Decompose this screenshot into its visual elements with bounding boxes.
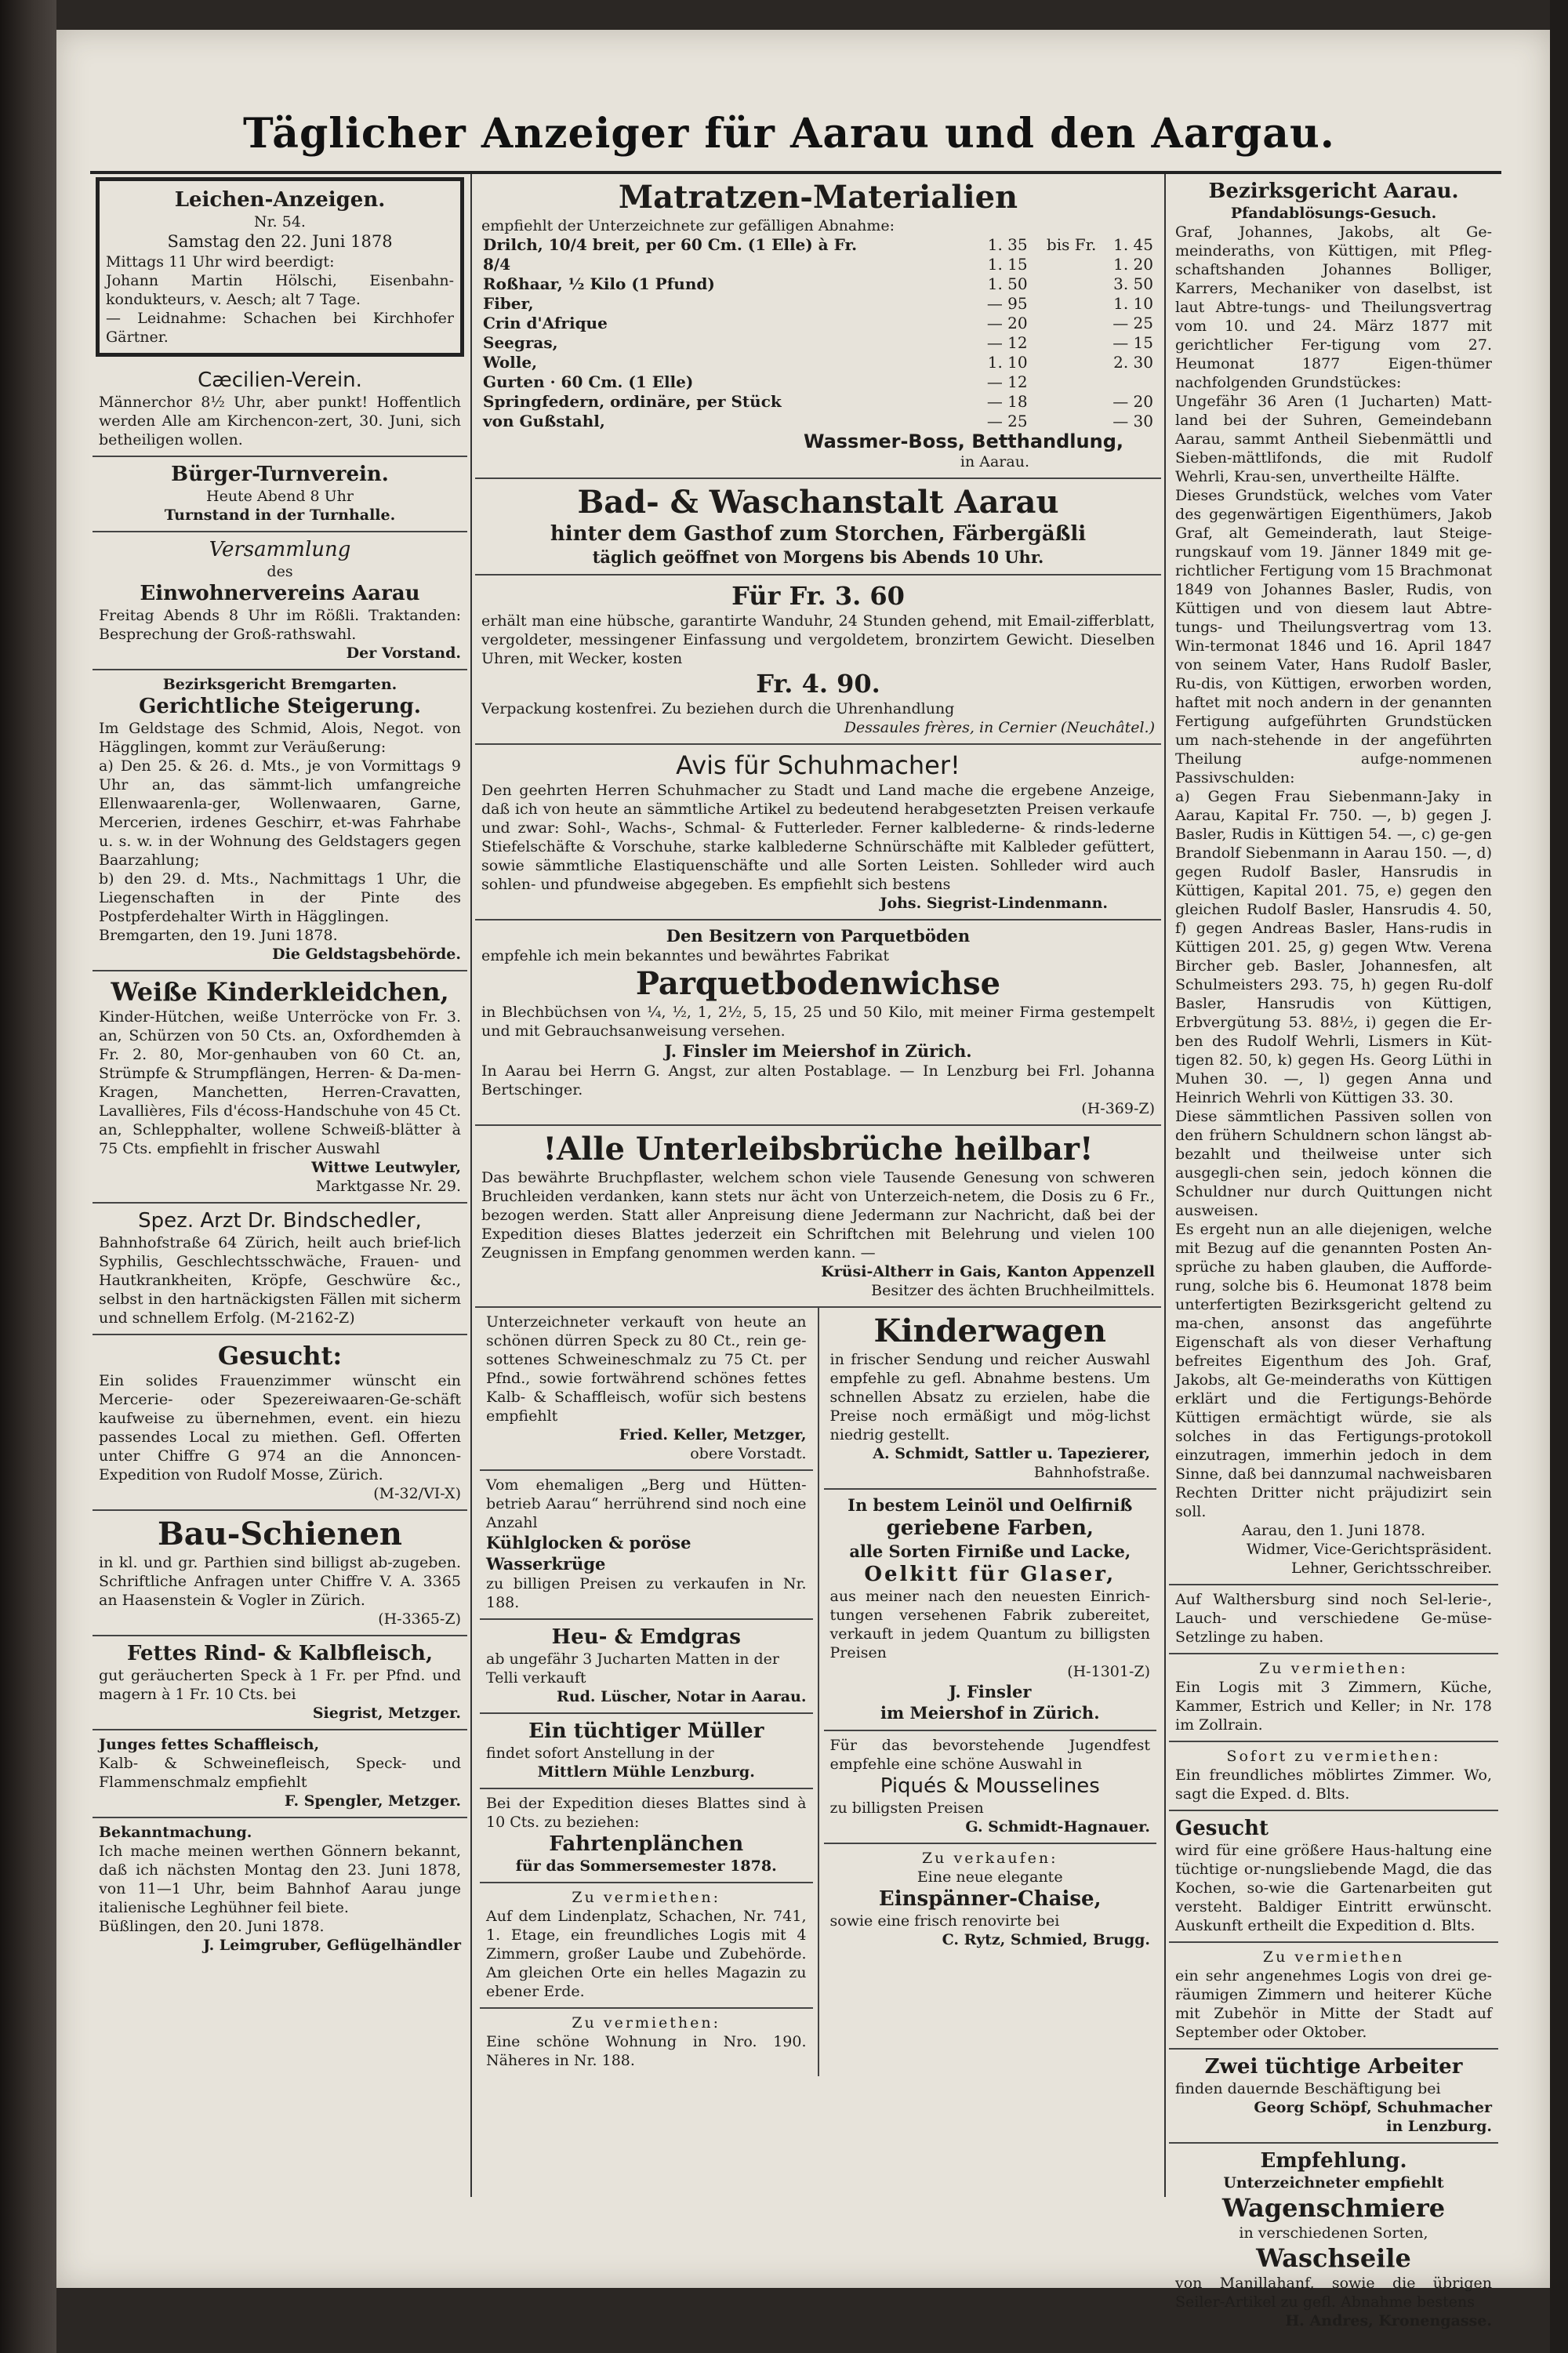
- death-notice-body: Johann Martin Hölschi, Eisenbahn-kondukteurs, v. Aesch; alt 7 Tage.: [106, 272, 454, 308]
- price-cell: Drilch, 10/4 breit, per 60 Cm. (1 Elle) à Fr.: [483, 235, 858, 254]
- ad-title: Cæcilien-Verein.: [198, 369, 362, 392]
- price-cell: [1029, 372, 1098, 392]
- price-cell: — 20: [986, 314, 1028, 332]
- ad-title: Fettes Rind- & Kalbfleisch,: [126, 1642, 433, 1665]
- ad-body: Dieses Grundstück, welches vom Vater des gegenwärtigen Eigenthümers, Jakob Graf, alt Gemeinderath, laut Steige-rungskauf vom 19. Jänner 1849 mit ge-richtlicher Fertigung vom 15 Brachmonat 1849 von Johannes Basler, Rudis, von Küttigen und von diesem laut Abtre-tungs- und Theilungsvertrag vom 13. Win-termonat 1846 und 16. April 1847 von seinem Vater, Hans Rudolf Basler, Ru-dis, von Küttigen, erworben worden, haftet mit noch andern in der genannten Fertigung aufgeführten Grundstücken um nach-stehende in der angeführten Theilung aufge-nommenen Passivschulden:: [1175, 487, 1492, 786]
- ad-title: Kinderwagen: [873, 1313, 1106, 1349]
- ad-signature: Lehner, Gerichtsschreiber.: [1291, 1560, 1492, 1577]
- ad-body: in kl. und gr. Parthien sind billigst ab-zugeben. Schriftliche Anfragen unter Chiffre V. A. 3365 an Haasenstein & Vogler in Zürich.: [99, 1554, 461, 1609]
- ad-title: Junges fettes Schaffleisch,: [99, 1736, 320, 1753]
- price-cell: — 25: [1112, 314, 1153, 332]
- price-cell: — 12: [986, 333, 1028, 352]
- price-cell: [1029, 294, 1098, 314]
- ad-versammlung: [93, 532, 467, 670]
- ad-body: von Manillahanf, sowie die übrigen Seiler-Artikel zu gefl. Abnahme bestens: [1175, 2275, 1492, 2311]
- ad-signature: J. Finsler: [949, 1682, 1032, 1701]
- price-cell: Springfedern, ordinäre, per Stück: [483, 392, 782, 411]
- ad-body: erhält man eine hübsche, garantirte Wanduhr, 24 Stunden gehend, mit Email-zifferblatt, vergoldeter, messingener Einfassung und vergoldetem, bronzirtem Gewicht. Dieselben Uhren, mit Wecker, kosten: [481, 612, 1155, 667]
- ad-date: Aarau, den 1. Juni 1878.: [1241, 1522, 1426, 1539]
- column-middle: [475, 174, 1161, 2197]
- ad-body: gut geräucherten Speck à 1 Fr. per Pfnd. und magern à 1 Fr. 10 Cts. bei: [99, 1667, 461, 1703]
- ad-title: Weiße Kinderkleidchen,: [111, 977, 449, 1007]
- ad-body: Verpackung kostenfrei. Zu beziehen durch die Uhrenhandlung: [481, 700, 955, 717]
- ad-code: (H-1301-Z): [1067, 1663, 1150, 1680]
- masthead-title: Täglicher Anzeiger für Aarau und den Aargau.: [243, 110, 1335, 158]
- ad-schaffleisch: [93, 1730, 467, 1818]
- ad-code: (H-369-Z): [1081, 1100, 1155, 1117]
- ad-wagenschmiere: [1169, 2144, 1498, 2337]
- price-row: [481, 255, 1155, 274]
- ad-farben: [824, 1490, 1157, 1731]
- ad-signature: Krüsi-Altherr in Gais, Kanton Appenzell: [821, 1263, 1155, 1280]
- ad-body: Eine schöne Wohnung in Nro. 190. Näheres in Nr. 188.: [486, 2033, 807, 2069]
- ad-signature: A. Schmidt, Sattler u. Tapezierer,: [873, 1445, 1150, 1462]
- price-cell: 1. 10: [987, 353, 1028, 372]
- price-row: [481, 235, 1155, 255]
- ad-title: Empfehlung.: [1260, 2149, 1407, 2173]
- price-cell: 1. 45: [1113, 235, 1153, 254]
- ad-body: findet sofort Anstellung in der: [486, 1745, 714, 1762]
- ad-body: In Aarau bei Herrn G. Angst, zur alten Postablage. — In Lenzburg bei Frl. Johanna Bertschinger.: [481, 1062, 1155, 1098]
- ad-speck: [480, 1308, 813, 1471]
- ad-body: Im Geldstage des Schmid, Alois, Negot. von Hägglingen, kommt zur Veräußerung:: [99, 720, 461, 756]
- price-cell: Seegras,: [483, 333, 558, 352]
- ad-piques: [824, 1731, 1157, 1844]
- death-notice-number: Nr. 54.: [254, 213, 306, 231]
- ad-chaise: [824, 1844, 1157, 1955]
- price-cell: 1. 35: [987, 235, 1028, 254]
- ad-vermiethen-stadt: [1169, 1943, 1498, 2050]
- ad-title: Bürger-Turnverein.: [171, 463, 389, 486]
- price-row: [481, 314, 1155, 333]
- death-notice-title: Leichen-Anzeigen.: [174, 188, 386, 212]
- ad-body: Auf Walthersburg sind noch Sel-lerie-, Lauch- und verschiedene Ge-müse-Setzlinge zu haben.: [1175, 1591, 1492, 1646]
- ad-fahrplan: [480, 1789, 813, 1883]
- ad-body: Ein Logis mit 3 Zimmern, Küche, Kammer, Estrich und Keller; in Nr. 178 im Zollrain.: [1175, 1679, 1492, 1734]
- ad-title: Sofort zu vermiethen:: [1226, 1748, 1441, 1765]
- ad-body: zu billigen Preisen zu verkaufen in Nr. 188.: [486, 1575, 807, 1611]
- price-cell: 1. 20: [1113, 255, 1153, 274]
- price-row: [481, 353, 1155, 372]
- ad-vermiethen-lindenplatz: [480, 1883, 813, 2009]
- ad-body: in frischer Sendung und reicher Auswahl empfehle zu gefl. Abnahme bestens. Um schnellen Absatz zu erzielen, habe die Preise noch ermäßigt und mög-lichst niedrig gestellt.: [829, 1351, 1150, 1443]
- ad-body: in Blechbüchsen von ¼, ½, 1, 2½, 5, 15, 25 und 50 Kilo, mit meiner Firma gestempelt und mit Gebrauchsanweisung versehen.: [481, 1004, 1155, 1040]
- ad-body: Freitag Abends 8 Uhr im Rößli. Traktanden: Besprechung der Groß-rathswahl.: [99, 607, 461, 643]
- ad-body: b) den 29. d. Mts., Nachmittags 1 Uhr, die Liegenschaften in der Pinte des Postpferdehalter Wirth in Hägglingen.: [99, 870, 461, 925]
- ad-signature: Georg Schöpf, Schuhmacher: [1254, 2099, 1492, 2116]
- ad-signature: Die Geldstagsbehörde.: [272, 946, 461, 963]
- ad-bezirksgericht-aarau: [1169, 174, 1498, 1585]
- ad-signature: J. Finsler im Meiershof in Zürich.: [664, 1041, 972, 1061]
- ad-title: Zu vermiethen: [1262, 1948, 1405, 1966]
- ad-setzlinge: [1169, 1585, 1498, 1654]
- ad-title: Zu vermiethen:: [1259, 1660, 1408, 1677]
- price-cell: Gurten · 60 Cm. (1 Elle): [483, 372, 694, 391]
- subcolumn-right: [818, 1308, 1162, 2076]
- ad-body: Es ergeht nun an alle diejenigen, welche mit Bezug auf die genannten Posten An-sprüche zu haben glauben, die Aufforde-rung, solche bis 6. Heumonat 1878 beim unterfertigten Bezirksgericht geltend zu ma-chen, ansonst das angeführte Eigenschaft als von dieser Verhaftung befreites Eigenthum des Joh. Graf, Jakobs, alt Ge-meinderaths von Küttigen erklärt und die Fertigungs-Behörde Küttigen ermächtigt würde, sie als solches in das Fertigungs-protokoll einzutragen, immerhin jedoch in dem Sinne, daß bei dannzumal nachweisbaren Rechten Dritter nicht präjudizirt sein soll.: [1175, 1221, 1492, 1520]
- price-row: [481, 392, 1155, 412]
- ad-title: geriebene Farben,: [886, 1516, 1094, 1540]
- ad-body: Kalb- & Schweinefleisch, Speck- und Flammenschmalz empfiehlt: [99, 1755, 461, 1791]
- column-left: [93, 174, 467, 2197]
- price-cell: 3. 50: [1113, 274, 1153, 293]
- ad-body: Für das bevorstehende Jugendfest empfehle eine schöne Auswahl in: [829, 1737, 1150, 1773]
- ad-title: Zu vermiethen:: [572, 2014, 721, 2032]
- ad-body: a) Den 25. & 26. d. Mts., je von Vormittags 9 Uhr an, das sämmt-lich umfangreiche Ellenwaarenla-ger, Wollenwaaren, Garne, Mercerien, irdenes Geschirr, et-was Fahrhabe u. s. w. in der Wohnung des Geldstagers gegen Baarzahlung;: [99, 757, 461, 869]
- price-row: [481, 294, 1155, 314]
- ad-body: zu billigsten Preisen: [829, 1799, 984, 1817]
- ad-signature: Dessaules frères, in Cernier (Neuchâtel.): [844, 719, 1155, 736]
- ad-title: Einspänner-Chaise,: [878, 1887, 1102, 1911]
- ad-title: Gesucht: [1175, 1817, 1269, 1840]
- ad-gesucht: [93, 1335, 467, 1511]
- ad-title: Kühlglocken & poröse Wasserkrüge: [486, 1533, 691, 1574]
- ad-body: des: [267, 563, 293, 580]
- ad-matratzen: [475, 174, 1161, 479]
- ad-body: Unterzeichneter empfiehlt: [1223, 2174, 1444, 2191]
- ad-body: Graf, Johannes, Jakobs, alt Ge-meinderaths, von Küttigen, mit Pfleg-schaftshanden Johannes Bolliger, Karrers, Mechaniker von daselbst, ist laut Abtre-tungs- und Theilungsvertrag vom 10. und 24. März 1877 mit gerichtlicher Fer-tigung vom 27. Heumonat 1877 Eigen-thümer nachfolgenden Grundstückes:: [1175, 223, 1492, 391]
- price-cell: 1. 10: [1113, 294, 1153, 313]
- price-cell: von Gußstahl,: [483, 412, 605, 430]
- ad-subtitle: Den Besitzern von Parquetböden: [666, 926, 971, 946]
- death-notice-time: Mittags 11 Uhr wird beerdigt:: [106, 253, 335, 271]
- ad-body: sowie eine frisch renovirte bei: [829, 1912, 1060, 1930]
- ad-body: wird für eine größere Haus-haltung eine tüchtige or-nungsliebende Magd, die das Kochen, so-wie die Gartenarbeiten gut versteht. Baldiger Eintritt erwünscht. Auskunft ertheilt die Expedition d. Blts.: [1175, 1842, 1492, 1934]
- ad-signature: Wittwe Leutwyler,: [311, 1159, 461, 1176]
- ad-body: Turnstand in der Turnhalle.: [164, 507, 396, 524]
- ad-title: Parquetbodenwichse: [635, 965, 1001, 1002]
- ad-body: Auf dem Lindenplatz, Schachen, Nr. 741, 1. Etage, ein freundliches Logis mit 4 Zimmern, großer Laube und Zubehörde. Am gleichen Orte ein helles Magazin zu ebener Erde.: [486, 1908, 807, 2000]
- price-row: [481, 333, 1155, 353]
- ad-body: finden dauernde Beschäftigung bei: [1175, 2080, 1441, 2097]
- ad-address: obere Vorstadt.: [690, 1445, 807, 1462]
- price-cell: — 15: [1112, 333, 1153, 352]
- ad-subtitle: für das Sommersemester 1878.: [515, 1857, 777, 1875]
- ad-body: aus meiner nach den neuesten Einrich-tungen versehenen Fabrik zubereitet, verkauft in jedem Quantum zu billigsten Preisen: [829, 1588, 1150, 1661]
- ad-kinderkleidchen: [93, 971, 467, 1204]
- column-right: [1169, 174, 1498, 2329]
- death-notice-sub: — Leidnahme: Schachen bei Kirchhofer Gärtner.: [106, 310, 454, 346]
- ad-title: Bad- & Waschanstalt Aarau: [577, 484, 1059, 521]
- price-cell: [1029, 353, 1098, 372]
- ad-signature: Rud. Lüscher, Notar in Aarau.: [556, 1688, 807, 1705]
- ad-subtitle: hinter dem Gasthof zum Storchen, Färbergäßli: [550, 522, 1087, 546]
- ad-title: Waschseile: [1256, 2243, 1411, 2273]
- price-cell: — 30: [1112, 412, 1153, 430]
- price-cell: — 12: [986, 372, 1028, 391]
- ad-title: Heu- & Emdgras: [551, 1625, 741, 1649]
- subcolumn-left: [475, 1308, 818, 2076]
- ad-fleisch: [93, 1636, 467, 1730]
- ad-title: Fahrtenplänchen: [549, 1832, 744, 1856]
- ad-court: Bezirksgericht Bremgarten.: [162, 676, 397, 693]
- ad-title: Piqués & Mousselines: [880, 1774, 1100, 1798]
- ad-signature: Wassmer-Boss, Betthandlung,: [803, 430, 1123, 452]
- ad-title: Bekanntmachung.: [99, 1824, 252, 1841]
- ad-bad: [475, 479, 1161, 576]
- ad-body: Ein freundliches möblirtes Zimmer. Wo, sagt die Exped. d. Blts.: [1175, 1767, 1492, 1803]
- ad-address: in Aarau.: [960, 453, 1029, 470]
- ad-subtitle: alle Sorten Firniße und Lacke,: [849, 1541, 1131, 1561]
- ad-body: Das bewährte Bruchpflaster, welchem schon viele Tausende Genesung von schweren Bruchleiden verdanken, kann stets nur ächt von Unterzeich-netem, die Dosis zu 6 Fr., bezogen werden. Statt aller Anpreisung diene Jedermann zur Nachricht, daß bei der Expedition dieses Blattes jederzeit ein Schriftchen mit Belehrung und vielen 100 Zeugnissen in Empfang genommen werden kann. —: [481, 1169, 1155, 1262]
- ad-parquet: [475, 921, 1161, 1126]
- ad-body: Vom ehemaligen „Berg und Hütten-betrieb Aarau“ herrührend sind noch eine Anzahl: [486, 1476, 807, 1531]
- ad-signature: Der Vorstand.: [346, 645, 461, 662]
- ad-body: empfehle ich mein bekanntes und bewährtes Fabrikat: [481, 947, 889, 964]
- ad-kinderwagen: [824, 1308, 1157, 1490]
- ad-signature: Mittlern Mühle Lenzburg.: [537, 1763, 755, 1781]
- ad-signature: Fried. Keller, Metzger,: [619, 1426, 807, 1443]
- price-cell: — 18: [986, 392, 1028, 411]
- price-cell: [1029, 274, 1098, 294]
- ad-vermiethen-logis: [1169, 1654, 1498, 1742]
- price-row: [481, 372, 1155, 392]
- ad-title: Versammlung: [209, 538, 351, 561]
- ad-signature: Johs. Siegrist-Lindenmann.: [880, 895, 1108, 912]
- ad-gesucht-magd: [1169, 1811, 1498, 1943]
- ad-body: a) Gegen Frau Siebenmann-Jaky in Aarau, Kapital Fr. 750. —, b) gegen J. Basler, Rudis in Küttigen 54. —, c) ge-gen Brandolf Siebenmann in Aarau 150. —, d) gegen Rudolf Basler, Hansrudis in Küttigen, Kapital 201. 75, e) gegen den gleichen Rudolf Basler, Hansrudis 4. 50, f) gegen Andreas Basler, Hans-rudis in Küttigen 201. 25, g) gegen Wtw. Verena Bircher geb. Basler, Johannesfen, alt Schulmeisters 293. 75, h) gegen Ru-dolf Basler, Hansrudis von Küttigen, Erbvergütung 53. 88½, i) gegen die Er-ben des Rudolf Wehrli, Lismers in Küt-tigen 82. 50, k) gegen Hs. Georg Lüthi in Muhen 30. —, l) gegen Anna und Heinrich Wehrli von Küttigen 33. 30.: [1175, 788, 1492, 1106]
- ad-body: ein sehr angenehmes Logis von drei ge-räumigen Zimmern und heiterer Küche mit Zubehör in Mitte der Stadt auf September oder Oktober.: [1175, 1967, 1492, 2041]
- ad-body: Heute Abend 8 Uhr: [206, 488, 354, 505]
- ad-body: Eine neue elegante: [916, 1868, 1063, 1886]
- ad-date: Büßlingen, den 20. Juni 1878.: [99, 1918, 325, 1935]
- price-cell: [1098, 372, 1155, 392]
- price-cell: [1029, 314, 1098, 333]
- ad-address: Marktgasse Nr. 29.: [315, 1178, 461, 1195]
- price-cell: Fiber,: [483, 294, 534, 313]
- ad-body: Männerchor 8½ Uhr, aber punkt! Hoffentlich werden Alle am Kirchencon-zert, 30. Juni, sich betheiligen wollen.: [99, 394, 461, 448]
- ad-body: Bei der Expedition dieses Blattes sind à 10 Cts. zu beziehen:: [486, 1795, 807, 1831]
- price-cell: — 20: [1112, 392, 1153, 411]
- ad-body: Ungefähr 36 Aren (1 Jucharten) Matt-land bei der Suhren, Gemeindebann Aarau, sammt Antheil Siebenmättli und Sieben-mättlifonds, die mit Rudolf Wehrli, Krau-sen, unvertheilte Hälfte.: [1175, 393, 1492, 485]
- ad-price: Für Fr. 3. 60: [731, 581, 905, 611]
- ad-title: Gerichtliche Steigerung.: [139, 695, 421, 718]
- ad-title: Spez. Arzt Dr. Bindschedler,: [138, 1209, 422, 1233]
- ad-turnverein: [93, 457, 467, 532]
- ad-title: In bestem Leinöl und Oelfirniß: [848, 1495, 1133, 1515]
- price-cell: 2. 30: [1113, 353, 1153, 372]
- death-notice: [96, 177, 464, 357]
- price-cell: 8/4: [483, 255, 511, 274]
- price-cell: Wolle,: [483, 353, 538, 372]
- ad-body: Den geehrten Herren Schuhmacher zu Stadt und Land mache die ergebene Anzeige, daß ich von heute an sämmtliche Artikel zu bedeutend herabgesetzten Preisen verkaufe und zwar: Sohl-, Wachs-, Schmal- & Futterleder. Ferner kalblederne- & rinds-lederne Stiefelschäfte & Vorschuhe, starke kalblederne Schnürschäfte mit Kalbleder gefüttert, sowie sämmtliche Elastiquenschäfte und alle Sorten Leisten. Sohlleder wird auch sohlen- und pfundweise abgegeben. Es empfiehlt sich bestens: [481, 782, 1155, 893]
- price-row: [481, 412, 1155, 431]
- ad-code: (H-3365-Z): [378, 1610, 461, 1628]
- ad-body: empfiehlt der Unterzeichnete zur gefälligen Abnahme:: [481, 217, 895, 234]
- ad-kuehlglocken: [480, 1471, 813, 1620]
- ad-signature: G. Schmidt-Hagnauer.: [965, 1818, 1150, 1836]
- price-cell: Crin d'Afrique: [483, 314, 608, 332]
- ad-signature: Widmer, Vice-Gerichtspräsident.: [1246, 1541, 1492, 1558]
- ad-title: Matratzen-Materialien: [618, 179, 1018, 216]
- ad-steigerung: [93, 670, 467, 971]
- ad-address: Bahnhofstraße.: [1033, 1464, 1150, 1481]
- price-table: [481, 235, 1155, 431]
- ad-bauschienen: [93, 1511, 467, 1636]
- price-cell: 1. 50: [987, 274, 1028, 293]
- ad-title: Bau-Schienen: [158, 1516, 402, 1552]
- ad-mueller: [480, 1714, 813, 1789]
- ad-title: Zwei tüchtige Arbeiter: [1204, 2055, 1463, 2079]
- page-edge-shadow: [1550, 0, 1568, 2353]
- price-cell: [1029, 412, 1098, 431]
- ad-title: Oelkitt für Glaser,: [864, 1563, 1116, 1586]
- ad-subtitle: Einwohnervereins Aarau: [140, 582, 420, 605]
- ad-code: (M-32/VI-X): [373, 1485, 461, 1502]
- ad-address: in Lenzburg.: [1386, 2118, 1492, 2135]
- price-cell: [1029, 333, 1098, 353]
- ad-title: Bezirksgericht Aarau.: [1208, 180, 1459, 203]
- ad-wanduhr: [475, 576, 1161, 745]
- ad-signature: Siegrist, Metzger.: [312, 1705, 461, 1722]
- ad-vermiethen-zimmer: [1169, 1742, 1498, 1811]
- ad-title: Zu vermiethen:: [572, 1889, 721, 1906]
- ad-signature: Besitzer des ächten Bruchheilmittels.: [871, 1282, 1155, 1299]
- ad-schuhmacher: [475, 745, 1161, 921]
- book-spine: [0, 0, 56, 2353]
- ad-title: !Alle Unterleibsbrüche heilbar!: [543, 1131, 1094, 1167]
- ad-vermiethen-wohnung: [480, 2009, 813, 2076]
- ad-arzt: [93, 1204, 467, 1335]
- ad-title: Wagenschmiere: [1221, 2193, 1446, 2223]
- ad-subtitle: Pfandablösungs-Gesuch.: [1230, 205, 1437, 222]
- ad-body: Ich mache meinen werthen Gönnern bekannt, daß ich nächsten Montag den 23. Juni 1878, von 11—1 Uhr, beim Bahnhof Aarau junge italienische Leghühner feil biete.: [99, 1843, 461, 1916]
- ad-arbeiter: [1169, 2050, 1498, 2144]
- price-cell: — 25: [986, 412, 1028, 430]
- price-cell: [1029, 255, 1098, 274]
- ad-title: Avis für Schuhmacher!: [676, 750, 960, 780]
- ad-signature: im Meiershof in Zürich.: [880, 1703, 1100, 1723]
- price-cell: [1029, 392, 1098, 412]
- ad-signature: C. Rytz, Schmied, Brugg.: [942, 1931, 1150, 1948]
- middle-subcolumns: [475, 1308, 1161, 2076]
- ad-title: Zu verkaufen:: [921, 1850, 1058, 1867]
- ad-signature: H. Andres, Kronengasse.: [1285, 2312, 1492, 2329]
- price-cell: bis Fr.: [1046, 235, 1097, 254]
- ad-heu: [480, 1620, 813, 1714]
- ad-bruch: [475, 1126, 1161, 1308]
- ad-body: Unterzeichneter verkauft von heute an schönen dürren Speck zu 80 Ct., rein ge-sottenes Schweineschmalz zu 75 Ct. per Pfnd., sowie fortwährend schönes fettes Kalb- & Schaffleisch, wofür sich bestens empfiehlt: [486, 1313, 807, 1425]
- ad-body: in verschiedenen Sorten,: [1239, 2224, 1428, 2242]
- ad-body: ab ungefähr 3 Jucharten Matten in der Telli verkauft: [486, 1650, 779, 1687]
- ad-caecilien: [93, 363, 467, 457]
- ad-body: Kinder-Hütchen, weiße Unterröcke von Fr. 3. an, Schürzen von 50 Cts. an, Oxfordhemden à Fr. 2. 80, Mor-genhauben von 60 Ct. an, Strümpfe & Strumpflängen, Herren- & Da-men-Kragen, Manchetten, Herren-Cravatten, Lavallières, Fils d'écoss-Handschuhe von 45 Ct. an, Schlepphalter, wollene Schweiß-blätter à 75 Cts. empfiehlt in frischer Auswahl: [99, 1008, 461, 1157]
- column-divider: [470, 174, 472, 2197]
- price-cell: Roßhaar, ½ Kilo (1 Pfund): [483, 274, 715, 293]
- price-row: [481, 274, 1155, 294]
- ad-body: Diese sämmtlichen Passiven sollen von den frühern Schuldnern schon längst ab-bezahlt und theilweise unter sich ausgegli-chen sein, jedoch können die Schuldner nur durch Quittungen nicht ausweisen.: [1175, 1108, 1492, 1219]
- price-cell: — 95: [986, 294, 1028, 313]
- ad-body: täglich geöffnet von Morgens bis Abends 10 Uhr.: [592, 547, 1044, 567]
- ad-title: Gesucht:: [217, 1341, 343, 1371]
- ad-title: Ein tüchtiger Müller: [528, 1719, 764, 1743]
- ad-body: Ein solides Frauenzimmer wünscht ein Mercerie- oder Spezereiwaaren-Ge-schäft kaufweise zu übernehmen, event. ein hiezu passendes Local zu miethen. Gefl. Offerten unter Chiffre G 974 an die Annoncen-Expedition von Rudolf Mosse, Zürich.: [99, 1372, 461, 1483]
- ad-price: Fr. 4. 90.: [756, 669, 880, 699]
- column-divider: [1164, 174, 1166, 2197]
- price-cell: 1. 15: [987, 255, 1028, 274]
- ad-signature: J. Leimgruber, Geflügelhändler: [203, 1937, 461, 1954]
- ad-signature: F. Spengler, Metzger.: [284, 1792, 461, 1810]
- death-notice-date: Samstag den 22. Juni 1878: [167, 232, 393, 251]
- ad-bekanntmachung: [93, 1818, 467, 1961]
- ad-body: Bahnhofstraße 64 Zürich, heilt auch brief-lich Syphilis, Geschlechtsschwäche, Frauen- und Hautkrankheiten, Kröpfe, Geschwüre &c., selbst in den hartnäckigsten Fällen mit sicherm und schnellem Erfolg. (M-2162-Z): [99, 1234, 461, 1327]
- ad-date: Bremgarten, den 19. Juni 1878.: [99, 927, 338, 944]
